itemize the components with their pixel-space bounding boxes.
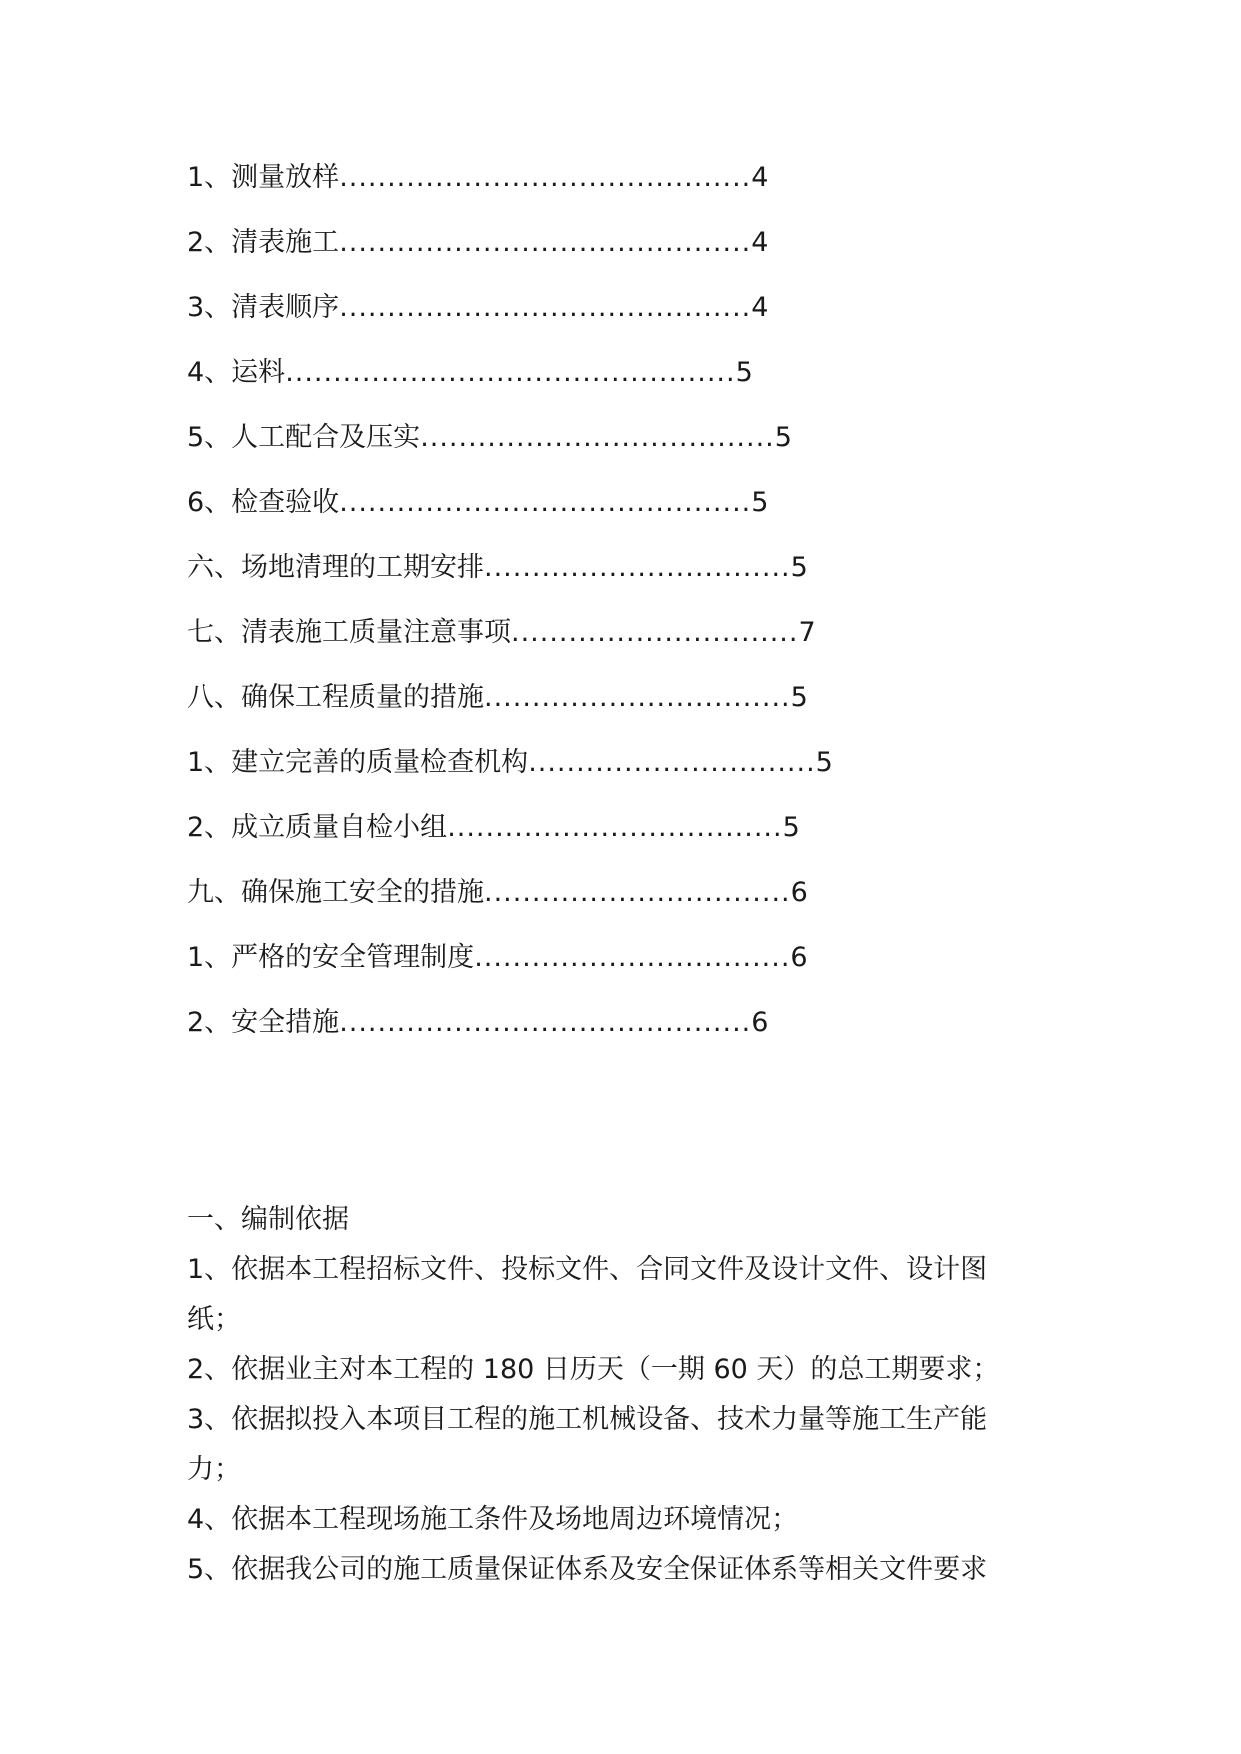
toc-entry-page: 7 [798,617,816,648]
toc-entry-page: 4 [751,162,769,193]
toc-entry-page: 4 [751,227,769,258]
toc-entry-leader: ................................... [447,812,783,843]
toc-entry[interactable] [187,808,800,848]
toc-entry-page: 5 [790,552,808,583]
toc-entry[interactable] [187,483,768,523]
toc-entry-title: 2、清表施工 [187,227,340,258]
toc-entry-page: 6 [790,942,808,973]
toc-entry-page: 5 [735,357,753,388]
toc-entry[interactable] [187,873,808,913]
toc-entry-title: 2、安全措施 [187,1007,340,1038]
toc-entry-page: 4 [751,292,769,323]
paragraph-line: 5、依据我公司的施工质量保证体系及安全保证体系等相关文件要求 [187,1554,988,1585]
toc-entry-title: 2、成立质量自检小组 [187,812,448,843]
toc-entry-leader: ................................ [484,682,791,713]
toc-entry-page: 6 [790,877,808,908]
toc-entry[interactable] [187,938,808,978]
toc-entry[interactable] [187,223,768,263]
paragraph-line: 4、依据本工程现场施工条件及场地周边环境情况； [187,1504,799,1535]
toc-entry-leader: ........................................... [339,487,752,518]
toc-entry-title: 6、检查验收 [187,487,340,518]
toc-entry[interactable] [187,418,792,458]
toc-entry-leader: ............................................... [285,357,736,388]
toc-entry[interactable] [187,353,753,393]
toc-entry-leader: ........................................... [339,162,752,193]
toc-entry-leader: ................................. [474,942,791,973]
toc-entry-leader: ................................ [484,552,791,583]
paragraph-line: 2、依据业主对本工程的 180 日历天（一期 60 天）的总工期要求； [187,1354,1000,1385]
section-heading: 一、编制依据 [187,1204,349,1235]
toc-entry-title: 六、场地清理的工期安排 [187,552,484,583]
toc-entry[interactable] [187,678,808,718]
paragraph-line: 3、依据拟投入本项目工程的施工机械设备、技术力量等施工生产能 [187,1404,988,1435]
toc-entry-leader: ................................ [484,877,791,908]
toc-entry[interactable] [187,288,768,328]
toc-entry-title: 1、严格的安全管理制度 [187,942,475,973]
toc-entry-title: 1、建立完善的质量检查机构 [187,747,529,778]
toc-entry-leader: ........................................... [339,292,752,323]
toc-entry-page: 5 [774,422,792,453]
toc-entry-page: 5 [782,812,800,843]
toc-entry-page: 6 [751,1007,769,1038]
toc-entry-leader: .............................. [511,617,799,648]
toc-entry-title: 八、确保工程质量的措施 [187,682,484,713]
toc-entry-page: 5 [751,487,769,518]
paragraph-line: 力； [187,1454,241,1485]
toc-entry-page: 5 [790,682,808,713]
toc-entry-leader: .............................. [528,747,816,778]
toc-entry[interactable] [187,1003,768,1043]
toc-entry[interactable] [187,613,816,653]
toc-entry-leader: ..................................... [420,422,775,453]
toc-entry-title: 七、清表施工质量注意事项 [187,617,511,648]
paragraph-line: 1、依据本工程招标文件、投标文件、合同文件及设计文件、设计图 [187,1254,988,1285]
toc-entry-title: 1、测量放样 [187,162,340,193]
toc-entry-title: 4、运料 [187,357,286,388]
toc-entry[interactable] [187,548,808,588]
toc-entry[interactable] [187,158,768,198]
toc-entry-title: 九、确保施工安全的措施 [187,877,484,908]
toc-entry-title: 3、清表顺序 [187,292,340,323]
paragraph-line: 纸； [187,1304,241,1335]
toc-entry[interactable] [187,743,833,783]
toc-entry-page: 5 [815,747,833,778]
toc-entry-title: 5、人工配合及压实 [187,422,421,453]
toc-entry-leader: ........................................... [339,227,752,258]
toc-entry-leader: ........................................... [339,1007,752,1038]
